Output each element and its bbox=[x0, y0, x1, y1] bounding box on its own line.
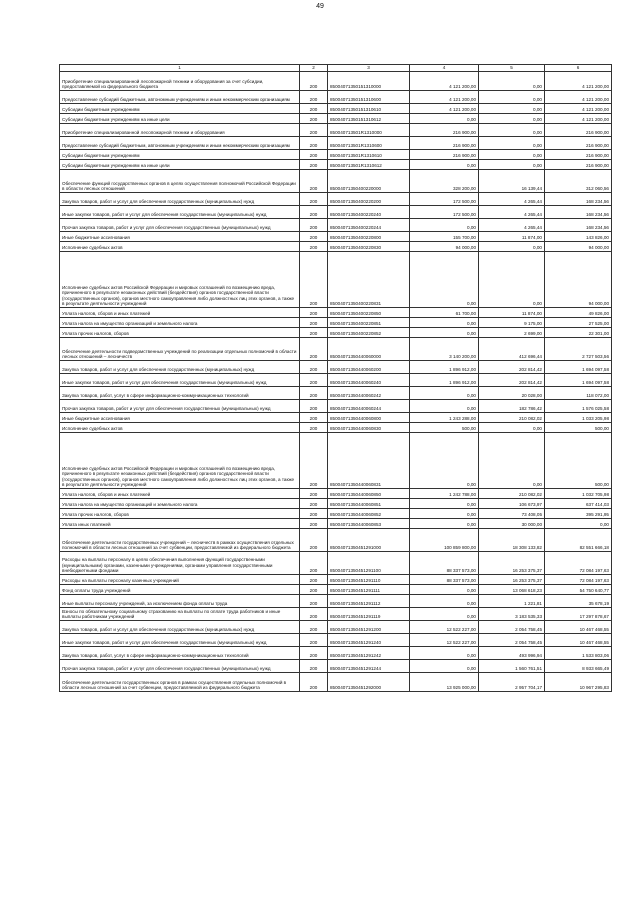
executed-amount: 16 253 375,37 bbox=[479, 552, 545, 575]
unexecuted-amount: 500,00 bbox=[545, 433, 612, 489]
line-code: 200 bbox=[300, 124, 328, 137]
line-code: 200 bbox=[300, 552, 328, 575]
unexecuted-amount: 395 291,95 bbox=[545, 509, 612, 519]
line-code: 200 bbox=[300, 137, 328, 150]
executed-amount: 16 139,44 bbox=[479, 170, 545, 193]
budget-classification-code: 85004071350400220800 bbox=[328, 232, 410, 242]
budget-classification-code: 85004071350451291000 bbox=[328, 529, 410, 552]
line-item-name: Исполнение судебных актов bbox=[60, 242, 300, 252]
unexecuted-amount: 216 900,00 bbox=[545, 137, 612, 150]
column-header: 2 bbox=[300, 65, 328, 72]
unexecuted-amount: 143 826,00 bbox=[545, 232, 612, 242]
approved-amount: 216 900,00 bbox=[410, 150, 479, 160]
budget-classification-code: 85004071350440060850 bbox=[328, 489, 410, 499]
line-item-name: Предоставление субсидий бюджетным, автономным учреждениям и иным некоммерческим организациям bbox=[60, 91, 300, 104]
executed-amount: 4 265,44 bbox=[479, 206, 545, 219]
executed-amount: 182 786,42 bbox=[479, 400, 545, 413]
table-row bbox=[60, 489, 612, 499]
table-row bbox=[60, 647, 612, 660]
unexecuted-amount: 10 467 468,55 bbox=[545, 634, 612, 647]
approved-amount: 88 337 573,00 bbox=[410, 552, 479, 575]
approved-amount: 0,00 bbox=[410, 647, 479, 660]
line-code: 200 bbox=[300, 595, 328, 608]
unexecuted-amount: 1 533 803,06 bbox=[545, 647, 612, 660]
budget-classification-code: 850040713501R1310612 bbox=[328, 160, 410, 170]
executed-amount: 106 673,97 bbox=[479, 499, 545, 509]
line-code: 200 bbox=[300, 575, 328, 585]
line-item-name: Субсидии бюджетным учреждениям на иные цели bbox=[60, 160, 300, 170]
table-row bbox=[60, 673, 612, 692]
budget-classification-code: 85004071350400220200 bbox=[328, 193, 410, 206]
approved-amount: 0,00 bbox=[410, 509, 479, 519]
line-code: 200 bbox=[300, 529, 328, 552]
line-code: 200 bbox=[300, 660, 328, 673]
table-row bbox=[60, 413, 612, 423]
approved-amount: 0,00 bbox=[410, 585, 479, 595]
budget-classification-code: 85004071350451291111 bbox=[328, 585, 410, 595]
unexecuted-amount: 94 000,00 bbox=[545, 242, 612, 252]
line-code: 200 bbox=[300, 150, 328, 160]
budget-classification-code: 85004071350400220244 bbox=[328, 219, 410, 232]
budget-classification-code: 85004071350400220830 bbox=[328, 242, 410, 252]
executed-amount: 2 957 704,17 bbox=[479, 673, 545, 692]
executed-amount: 18 308 133,82 bbox=[479, 529, 545, 552]
line-item-name: Обеспечение деятельности подведомственных учреждений по реализации отдельных полномочий в области лесных отношений – лесничеств bbox=[60, 338, 300, 361]
approved-amount: 1 242 788,00 bbox=[410, 489, 479, 499]
unexecuted-amount: 1 032 705,98 bbox=[545, 489, 612, 499]
table-row bbox=[60, 328, 612, 338]
executed-amount: 11 874,00 bbox=[479, 232, 545, 242]
table-row bbox=[60, 519, 612, 529]
unexecuted-amount: 216 900,00 bbox=[545, 124, 612, 137]
executed-amount: 1 560 761,51 bbox=[479, 660, 545, 673]
executed-amount: 0,00 bbox=[479, 433, 545, 489]
line-item-name: Фонд оплаты труда учреждений bbox=[60, 585, 300, 595]
unexecuted-amount: 17 297 878,67 bbox=[545, 608, 612, 621]
approved-amount: 172 500,00 bbox=[410, 193, 479, 206]
line-code: 200 bbox=[300, 489, 328, 499]
table-row bbox=[60, 552, 612, 575]
table-row bbox=[60, 219, 612, 232]
budget-classification-code: 850040713501R1310600 bbox=[328, 137, 410, 150]
line-code: 200 bbox=[300, 621, 328, 634]
executed-amount: 73 408,05 bbox=[479, 509, 545, 519]
unexecuted-amount: 118 072,00 bbox=[545, 387, 612, 400]
line-item-name: Обеспечение деятельности государственных органов в рамках осуществления отдельных полномочий в области лесных отношений за счет субвенции, предоставляемой из федерального бюджета bbox=[60, 673, 300, 692]
table-row bbox=[60, 252, 612, 308]
line-code: 200 bbox=[300, 328, 328, 338]
approved-amount: 0,00 bbox=[410, 499, 479, 509]
budget-classification-code: 85004071350451291240 bbox=[328, 634, 410, 647]
executed-amount: 20 028,00 bbox=[479, 387, 545, 400]
line-code: 200 bbox=[300, 387, 328, 400]
unexecuted-amount: 10 967 295,83 bbox=[545, 673, 612, 692]
approved-amount: 155 700,00 bbox=[410, 232, 479, 242]
budget-classification-code: 85004071350451291100 bbox=[328, 552, 410, 575]
line-item-name: Иные бюджетные ассигнования bbox=[60, 413, 300, 423]
approved-amount: 61 700,00 bbox=[410, 308, 479, 318]
approved-amount: 12 522 227,00 bbox=[410, 621, 479, 634]
table-row bbox=[60, 433, 612, 489]
approved-amount: 0,00 bbox=[410, 433, 479, 489]
line-code: 200 bbox=[300, 338, 328, 361]
budget-classification-code: 85004071350451292000 bbox=[328, 673, 410, 692]
executed-amount: 210 082,02 bbox=[479, 489, 545, 499]
executed-amount: 210 082,02 bbox=[479, 413, 545, 423]
approved-amount: 216 900,00 bbox=[410, 124, 479, 137]
executed-amount: 9 175,00 bbox=[479, 318, 545, 328]
approved-amount: 3 140 200,00 bbox=[410, 338, 479, 361]
line-item-name: Иные закупки товаров, работ и услуг для обеспечения государственных (муниципальных) нужд bbox=[60, 206, 300, 219]
executed-amount: 3 183 535,33 bbox=[479, 608, 545, 621]
unexecuted-amount: 94 000,00 bbox=[545, 252, 612, 308]
budget-classification-code: 85004071350400220850 bbox=[328, 308, 410, 318]
approved-amount: 4 121 200,00 bbox=[410, 91, 479, 104]
unexecuted-amount: 22 301,00 bbox=[545, 328, 612, 338]
executed-amount: 0,00 bbox=[479, 137, 545, 150]
unexecuted-amount: 500,00 bbox=[545, 423, 612, 433]
line-item-name: Субсидии бюджетным учреждениям bbox=[60, 104, 300, 114]
unexecuted-amount: 27 525,00 bbox=[545, 318, 612, 328]
line-code: 200 bbox=[300, 193, 328, 206]
table-row bbox=[60, 137, 612, 150]
executed-amount: 202 814,42 bbox=[479, 361, 545, 374]
column-header: 3 bbox=[328, 65, 410, 72]
approved-amount: 172 500,00 bbox=[410, 206, 479, 219]
unexecuted-amount: 1 576 025,58 bbox=[545, 400, 612, 413]
table-row bbox=[60, 509, 612, 519]
budget-classification-code: 85004071350440060830 bbox=[328, 423, 410, 433]
approved-amount: 0,00 bbox=[410, 160, 479, 170]
table-row bbox=[60, 634, 612, 647]
approved-amount: 94 000,00 bbox=[410, 242, 479, 252]
budget-classification-code: 85004071350440060831 bbox=[328, 433, 410, 489]
line-code: 200 bbox=[300, 634, 328, 647]
approved-amount: 0,00 bbox=[410, 400, 479, 413]
line-item-name: Исполнение судебных актов Российской Федерации и мировых соглашений по возмещению вреда, причиненного в результате незаконных действий (бездействия) органов государственной власти (государственных органов), органов местного самоуправления либо должностных лиц этих органов, а также в результате деятельности учреждений bbox=[60, 433, 300, 489]
approved-amount: 500,00 bbox=[410, 423, 479, 433]
line-code: 200 bbox=[300, 413, 328, 423]
executed-amount: 30 000,00 bbox=[479, 519, 545, 529]
table-row bbox=[60, 124, 612, 137]
column-header: 6 bbox=[545, 65, 612, 72]
line-item-name: Уплата иных платежей bbox=[60, 519, 300, 529]
executed-amount: 0,00 bbox=[479, 114, 545, 124]
line-item-name: Приобретение специализированной лесопожарной техники и оборудования bbox=[60, 124, 300, 137]
approved-amount: 1 896 912,00 bbox=[410, 361, 479, 374]
line-code: 200 bbox=[300, 509, 328, 519]
approved-amount: 4 121 200,00 bbox=[410, 72, 479, 91]
table-row bbox=[60, 160, 612, 170]
budget-classification-code: 85004071350400220000 bbox=[328, 170, 410, 193]
unexecuted-amount: 82 551 666,18 bbox=[545, 529, 612, 552]
approved-amount: 13 925 000,00 bbox=[410, 673, 479, 692]
line-code: 200 bbox=[300, 374, 328, 387]
approved-amount: 0,00 bbox=[410, 252, 479, 308]
unexecuted-amount: 168 234,56 bbox=[545, 219, 612, 232]
line-item-name: Закупка товаров, работ и услуг для обеспечения государственных (муниципальных) нужд bbox=[60, 193, 300, 206]
executed-amount: 0,00 bbox=[479, 91, 545, 104]
budget-classification-code: 85004071350151310600 bbox=[328, 91, 410, 104]
table-row bbox=[60, 387, 612, 400]
unexecuted-amount: 72 084 197,63 bbox=[545, 552, 612, 575]
line-item-name: Уплата налогов, сборов и иных платежей bbox=[60, 308, 300, 318]
budget-classification-code: 85004071350151310612 bbox=[328, 114, 410, 124]
budget-classification-code: 85004071350440060853 bbox=[328, 519, 410, 529]
table-row bbox=[60, 621, 612, 634]
table-row bbox=[60, 206, 612, 219]
approved-amount: 0,00 bbox=[410, 219, 479, 232]
table-row bbox=[60, 170, 612, 193]
approved-amount: 4 121 200,00 bbox=[410, 104, 479, 114]
line-code: 200 bbox=[300, 519, 328, 529]
approved-amount: 100 859 800,00 bbox=[410, 529, 479, 552]
budget-classification-code: 85004071350451291119 bbox=[328, 608, 410, 621]
page-number: 49 bbox=[316, 3, 324, 10]
budget-classification-code: 85004071350400220831 bbox=[328, 252, 410, 308]
table-row bbox=[60, 242, 612, 252]
budget-classification-code: 85004071350451291110 bbox=[328, 575, 410, 585]
line-item-name: Уплата налогов, сборов и иных платежей bbox=[60, 489, 300, 499]
approved-amount: 0,00 bbox=[410, 519, 479, 529]
approved-amount: 0,00 bbox=[410, 318, 479, 328]
approved-amount: 1 243 288,00 bbox=[410, 413, 479, 423]
line-item-name: Расходы на выплаты персоналу казенных учреждений bbox=[60, 575, 300, 585]
line-code: 200 bbox=[300, 308, 328, 318]
line-item-name: Субсидии бюджетным учреждениям bbox=[60, 150, 300, 160]
approved-amount: 0,00 bbox=[410, 328, 479, 338]
approved-amount: 0,00 bbox=[410, 595, 479, 608]
executed-amount: 2 699,00 bbox=[479, 328, 545, 338]
budget-classification-code: 85004071350151310610 bbox=[328, 104, 410, 114]
unexecuted-amount: 4 121 200,00 bbox=[545, 72, 612, 91]
unexecuted-amount: 4 121 200,00 bbox=[545, 91, 612, 104]
line-code: 200 bbox=[300, 91, 328, 104]
executed-amount: 16 253 375,37 bbox=[479, 575, 545, 585]
table-row bbox=[60, 608, 612, 621]
unexecuted-amount: 168 234,56 bbox=[545, 206, 612, 219]
executed-amount: 4 265,44 bbox=[479, 193, 545, 206]
approved-amount: 1 896 912,00 bbox=[410, 374, 479, 387]
approved-amount: 0,00 bbox=[410, 114, 479, 124]
column-header: 4 bbox=[410, 65, 479, 72]
line-item-name: Приобретение специализированной лесопожарной техники и оборудования за счет субсидии, предоставляемой из федерального бюджета bbox=[60, 72, 300, 91]
budget-classification-code: 85004071350400220851 bbox=[328, 318, 410, 328]
budget-classification-code: 85004071350440060244 bbox=[328, 400, 410, 413]
unexecuted-amount: 168 234,56 bbox=[545, 193, 612, 206]
executed-amount: 0,00 bbox=[479, 124, 545, 137]
line-item-name: Расходы на выплаты персоналу в целях обеспечения выполнения функций государственными (муниципальными) органами, казенными учреждениями, органами управления государственными внебюджетными фондами bbox=[60, 552, 300, 575]
budget-classification-code: 85004071350440060200 bbox=[328, 361, 410, 374]
unexecuted-amount: 1 694 097,58 bbox=[545, 374, 612, 387]
executed-amount: 202 814,42 bbox=[479, 374, 545, 387]
budget-classification-code: 85004071350440060000 bbox=[328, 338, 410, 361]
line-item-name: Иные закупки товаров, работ и услуг для обеспечения государственных (муниципальных) нужд bbox=[60, 374, 300, 387]
budget-classification-code: 85004071350440060852 bbox=[328, 509, 410, 519]
executed-amount: 0,00 bbox=[479, 160, 545, 170]
column-header: 5 bbox=[479, 65, 545, 72]
line-item-name: Уплата налога на имущество организаций и земельного налога bbox=[60, 318, 300, 328]
approved-amount: 0,00 bbox=[410, 387, 479, 400]
budget-classification-code: 85004071350451291244 bbox=[328, 660, 410, 673]
table-row bbox=[60, 529, 612, 552]
executed-amount: 0,00 bbox=[479, 150, 545, 160]
budget-classification-code: 85004071350440060851 bbox=[328, 499, 410, 509]
unexecuted-amount: 8 933 665,49 bbox=[545, 660, 612, 673]
budget-report-table bbox=[59, 64, 612, 692]
line-item-name: Прочая закупка товаров, работ и услуг для обеспечения государственных (муниципальных) нужд bbox=[60, 219, 300, 232]
unexecuted-amount: 2 727 503,56 bbox=[545, 338, 612, 361]
table-row bbox=[60, 308, 612, 318]
line-item-name: Закупка товаров, работ, услуг в сфере информационно-коммуникационных технологий bbox=[60, 647, 300, 660]
unexecuted-amount: 72 084 197,63 bbox=[545, 575, 612, 585]
line-item-name: Исполнение судебных актов bbox=[60, 423, 300, 433]
executed-amount: 0,00 bbox=[479, 104, 545, 114]
line-item-name: Иные выплаты персоналу учреждений, за исключением фонда оплаты труда bbox=[60, 595, 300, 608]
line-code: 200 bbox=[300, 252, 328, 308]
executed-amount: 4 265,44 bbox=[479, 219, 545, 232]
executed-amount: 493 996,94 bbox=[479, 647, 545, 660]
table-row bbox=[60, 318, 612, 328]
table-row bbox=[60, 114, 612, 124]
table-row bbox=[60, 72, 612, 91]
unexecuted-amount: 637 414,03 bbox=[545, 499, 612, 509]
line-item-name: Субсидии бюджетным учреждениям на иные цели bbox=[60, 114, 300, 124]
unexecuted-amount: 35 678,19 bbox=[545, 595, 612, 608]
executed-amount: 0,00 bbox=[479, 423, 545, 433]
table-row bbox=[60, 660, 612, 673]
table-row bbox=[60, 104, 612, 114]
line-item-name: Взносы по обязательному социальному страхованию на выплаты по оплате труда работников и иные выплаты работникам учреждений bbox=[60, 608, 300, 621]
line-item-name: Уплата прочих налогов, сборов bbox=[60, 328, 300, 338]
table-row bbox=[60, 575, 612, 585]
line-code: 200 bbox=[300, 400, 328, 413]
budget-classification-code: 85004071350400220852 bbox=[328, 328, 410, 338]
executed-amount: 0,00 bbox=[479, 72, 545, 91]
approved-amount: 0,00 bbox=[410, 660, 479, 673]
line-item-name: Уплата прочих налогов, сборов bbox=[60, 509, 300, 519]
line-item-name: Обеспечение функций государственных органов в целях осуществления полномочий Российской Федерации в области лесных отношений bbox=[60, 170, 300, 193]
unexecuted-amount: 54 750 640,77 bbox=[545, 585, 612, 595]
table-row bbox=[60, 374, 612, 387]
budget-classification-code: 850040713501R1310000 bbox=[328, 124, 410, 137]
report-body bbox=[60, 65, 612, 692]
line-code: 200 bbox=[300, 647, 328, 660]
line-code: 200 bbox=[300, 608, 328, 621]
unexecuted-amount: 1 694 097,58 bbox=[545, 361, 612, 374]
executed-amount: 2 054 758,45 bbox=[479, 634, 545, 647]
unexecuted-amount: 4 121 200,00 bbox=[545, 114, 612, 124]
line-code: 200 bbox=[300, 114, 328, 124]
budget-classification-code: 850040713501R1310610 bbox=[328, 150, 410, 160]
table-row bbox=[60, 232, 612, 242]
line-code: 200 bbox=[300, 72, 328, 91]
budget-classification-code: 85004071350451291200 bbox=[328, 621, 410, 634]
approved-amount: 216 900,00 bbox=[410, 137, 479, 150]
unexecuted-amount: 1 033 205,98 bbox=[545, 413, 612, 423]
table-row bbox=[60, 193, 612, 206]
approved-amount: 328 200,00 bbox=[410, 170, 479, 193]
line-item-name: Уплата налога на имущество организаций и земельного налога bbox=[60, 499, 300, 509]
table-row bbox=[60, 400, 612, 413]
executed-amount: 13 068 618,23 bbox=[479, 585, 545, 595]
unexecuted-amount: 312 060,56 bbox=[545, 170, 612, 193]
executed-amount: 412 696,44 bbox=[479, 338, 545, 361]
approved-amount: 0,00 bbox=[410, 608, 479, 621]
line-item-name: Закупка товаров, работ и услуг для обеспечения государственных (муниципальных) нужд bbox=[60, 621, 300, 634]
unexecuted-amount: 0,00 bbox=[545, 519, 612, 529]
line-item-name: Предоставление субсидий бюджетным, автономным учреждениям и иным некоммерческим организациям bbox=[60, 137, 300, 150]
line-code: 200 bbox=[300, 160, 328, 170]
unexecuted-amount: 10 467 468,55 bbox=[545, 621, 612, 634]
table-row bbox=[60, 150, 612, 160]
line-code: 200 bbox=[300, 219, 328, 232]
budget-classification-code: 85004071350400220240 bbox=[328, 206, 410, 219]
table-row bbox=[60, 423, 612, 433]
executed-amount: 1 221,81 bbox=[479, 595, 545, 608]
unexecuted-amount: 216 900,00 bbox=[545, 160, 612, 170]
line-code: 200 bbox=[300, 206, 328, 219]
budget-classification-code: 85004071350451291242 bbox=[328, 647, 410, 660]
executed-amount: 2 054 758,45 bbox=[479, 621, 545, 634]
table-row bbox=[60, 585, 612, 595]
line-item-name: Обеспечение деятельности государственных учреждений – лесничеств в рамках осуществления отдельных полномочий в области лесных отношений за счет субвенции, предоставляемой из федерального бюджета bbox=[60, 529, 300, 552]
unexecuted-amount: 49 826,00 bbox=[545, 308, 612, 318]
budget-classification-code: 85004071350440060800 bbox=[328, 413, 410, 423]
column-number-row bbox=[60, 65, 612, 72]
unexecuted-amount: 216 900,00 bbox=[545, 150, 612, 160]
column-header: 1 bbox=[60, 65, 300, 72]
unexecuted-amount: 4 121 200,00 bbox=[545, 104, 612, 114]
budget-classification-code: 85004071350440060242 bbox=[328, 387, 410, 400]
line-code: 200 bbox=[300, 170, 328, 193]
line-item-name: Прочая закупка товаров, работ и услуг для обеспечения государственных (муниципальных) нужд bbox=[60, 660, 300, 673]
line-item-name: Исполнение судебных актов Российской Федерации и мировых соглашений по возмещению вреда, причиненного в результате незаконных действий (бездействия) органов государственной власти (государственных органов), органов местного самоуправления либо должностных лиц этих органов, а также в результате деятельности учреждений bbox=[60, 252, 300, 308]
executed-amount: 11 874,00 bbox=[479, 308, 545, 318]
budget-classification-code: 85004071350451291112 bbox=[328, 595, 410, 608]
executed-amount: 0,00 bbox=[479, 242, 545, 252]
line-code: 200 bbox=[300, 361, 328, 374]
line-code: 200 bbox=[300, 673, 328, 692]
approved-amount: 12 522 227,00 bbox=[410, 634, 479, 647]
approved-amount: 88 337 573,00 bbox=[410, 575, 479, 585]
budget-classification-code: 85004071350440060240 bbox=[328, 374, 410, 387]
line-item-name: Иные бюджетные ассигнования bbox=[60, 232, 300, 242]
line-code: 200 bbox=[300, 585, 328, 595]
line-item-name: Прочая закупка товаров, работ и услуг для обеспечения государственных (муниципальных) нужд bbox=[60, 400, 300, 413]
table-row bbox=[60, 91, 612, 104]
line-item-name: Иные закупки товаров, работ и услуг для обеспечения государственных (муниципальных) нужд bbox=[60, 634, 300, 647]
line-item-name: Закупка товаров, работ, услуг в сфере информационно-коммуникационных технологий bbox=[60, 387, 300, 400]
budget-classification-code: 85004071350151310000 bbox=[328, 72, 410, 91]
executed-amount: 0,00 bbox=[479, 252, 545, 308]
line-code: 200 bbox=[300, 499, 328, 509]
line-code: 200 bbox=[300, 232, 328, 242]
table-row bbox=[60, 595, 612, 608]
table-row bbox=[60, 361, 612, 374]
line-code: 200 bbox=[300, 433, 328, 489]
line-code: 200 bbox=[300, 242, 328, 252]
line-item-name: Закупка товаров, работ и услуг для обеспечения государственных (муниципальных) нужд bbox=[60, 361, 300, 374]
line-code: 200 bbox=[300, 318, 328, 328]
line-code: 200 bbox=[300, 104, 328, 114]
table-row bbox=[60, 499, 612, 509]
table-row bbox=[60, 338, 612, 361]
line-code: 200 bbox=[300, 423, 328, 433]
